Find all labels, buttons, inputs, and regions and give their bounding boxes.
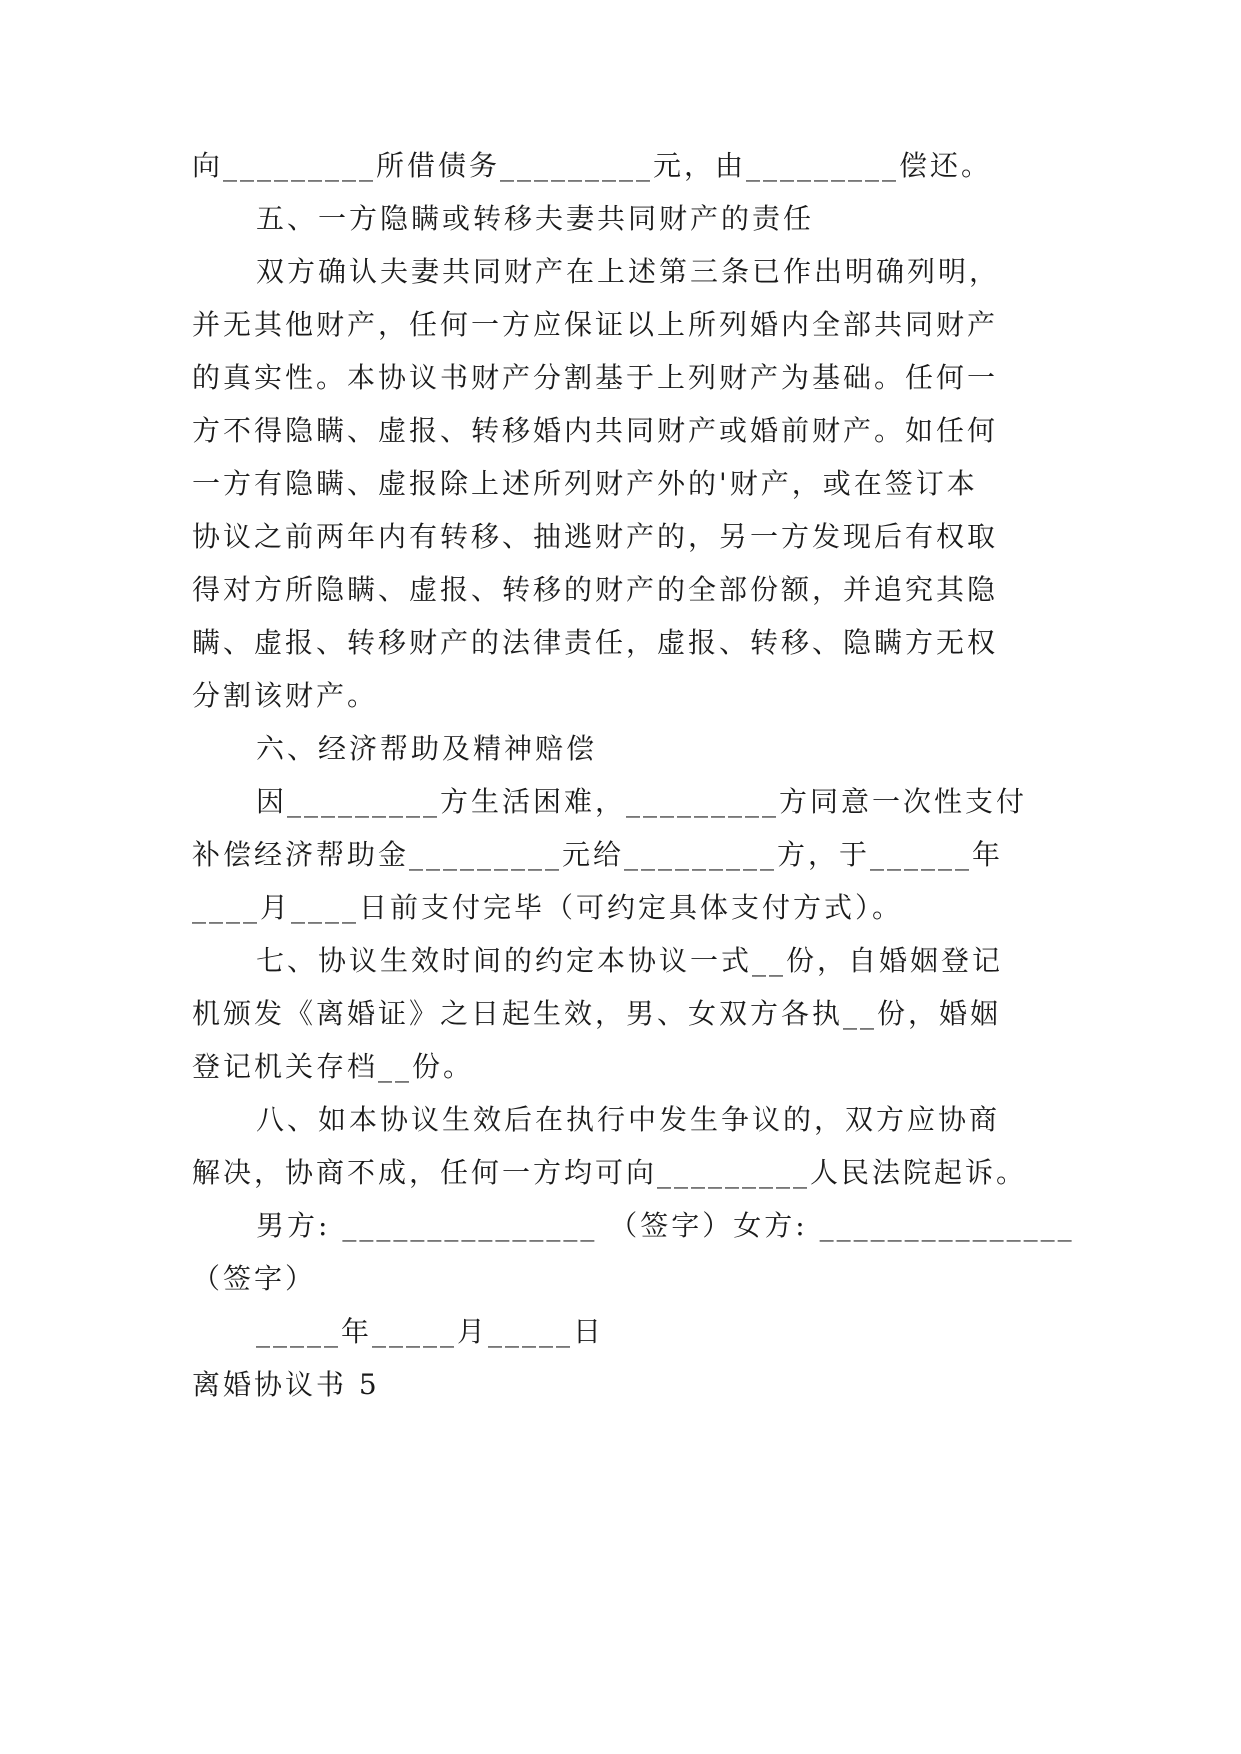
text-line: 解决，协商不成，任何一方均可向_________人民法院起诉。 [192,1156,1028,1189]
text-line: 登记机关存档__份。 [192,1050,475,1083]
section-heading-5: 五、一方隐瞒或转移夫妻共同财产的责任 [256,202,815,235]
text-line: 的真实性。本协议书财产分割基于上列财产为基础。任何一 [192,361,999,394]
text-line: 得对方所隐瞒、虚报、转移的财产的全部份额，并追究其隐 [192,573,999,606]
signature-line: 男方: _______________ （签字）女方: _______________ [256,1209,1075,1242]
text-line: 分割该财产。 [192,679,379,712]
text-line: 双方确认夫妻共同财产在上述第三条已作出明确列明， [256,255,1001,288]
text-line: 向_________所借债务_________元，由_________偿还。 [192,149,993,182]
section-heading-7: 七、协议生效时间的约定本协议一式__份，自婚姻登记 [256,944,1004,977]
text-line: ____月____日前支付完毕（可约定具体支付方式）。 [192,891,904,924]
section-heading-8: 八、如本协议生效后在执行中发生争议的，双方应协商 [256,1103,1001,1136]
section-heading-6: 六、经济帮助及精神赔偿 [256,732,598,765]
date-line: _____年_____月_____日 [256,1315,605,1348]
text-line: 并无其他财产，任何一方应保证以上所列婚内全部共同财产 [192,308,999,341]
text-line: 一方有隐瞒、虚报除上述所列财产外的'财产，或在签订本 [192,467,978,500]
text-line: 补偿经济帮助金_________元给_________方，于______年 [192,838,1004,871]
next-document-title: 离婚协议书 5 [192,1368,380,1401]
text-line: 协议之前两年内有转移、抽逃财产的，另一方发现后有权取 [192,520,999,553]
text-line: 因_________方生活困难，_________方同意一次性支付 [256,785,1028,818]
signature-note: （签字） [192,1262,317,1295]
text-line: 方不得隐瞒、虚报、转移婚内共同财产或婚前财产。如任何 [192,414,999,447]
text-line: 瞒、虚报、转移财产的法律责任，虚报、转移、隐瞒方无权 [192,626,999,659]
text-line: 机颁发《离婚证》之日起生效，男、女双方各执__份，婚姻 [192,997,1002,1030]
